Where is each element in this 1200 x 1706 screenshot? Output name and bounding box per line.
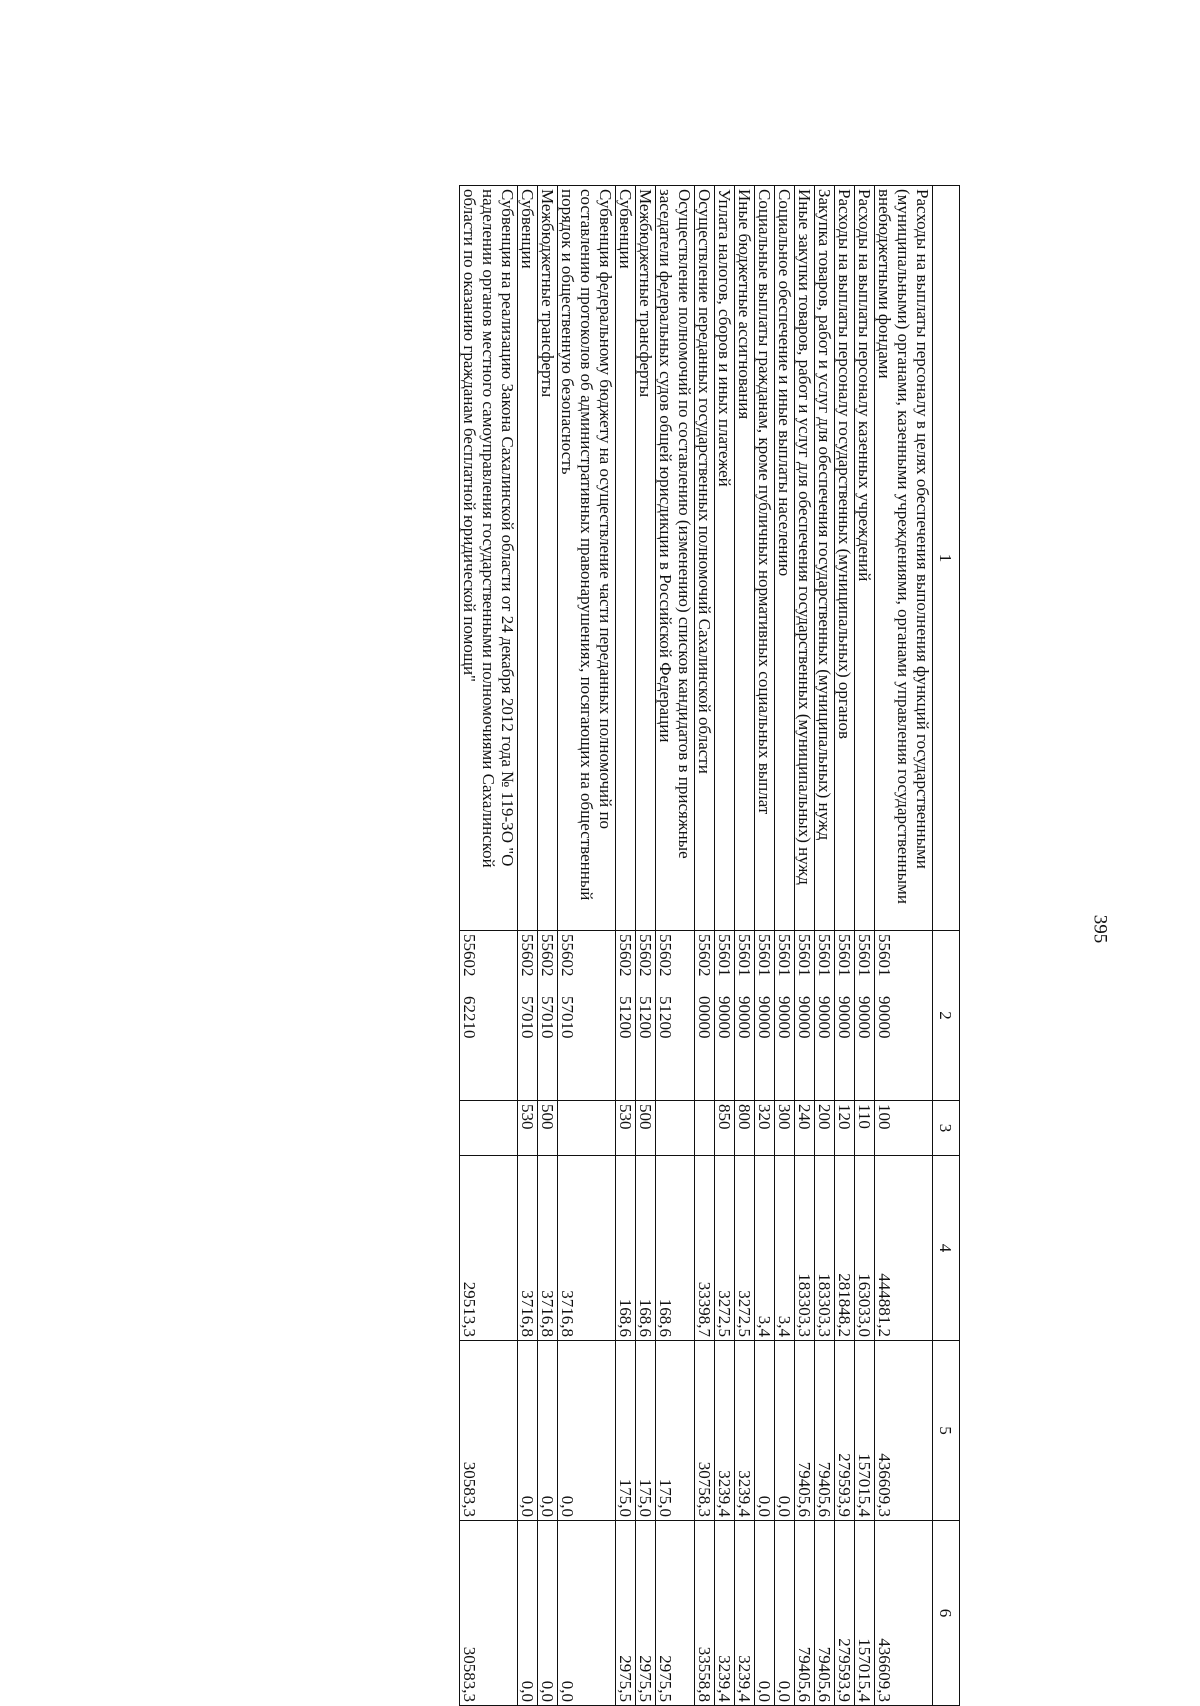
row-code: [518, 931, 538, 1101]
row-vr: 120: [835, 1101, 855, 1156]
row-name: Закупка товаров, работ и услуг для обеспечения государственных (муниципальных) нужд: [815, 186, 835, 931]
budget-table: [459, 185, 960, 1706]
code-part-b: 57010: [538, 996, 557, 1039]
table-row: [460, 186, 518, 1706]
table-row: [518, 186, 538, 1706]
header-col-2: 2: [933, 931, 960, 1101]
table-row: [616, 186, 636, 1706]
code-part-a: 55602: [558, 934, 577, 977]
row-value-5: 0,0: [775, 1341, 795, 1521]
row-name: Расходы на выплаты персоналу в целях обеспечения выполнения функций государственными (муниципальными) органами, казенными учреждениями, органами управления государственными внебюджетными фондами: [875, 186, 933, 931]
row-name: Осуществление полномочий по составлению (изменению) списков кандидатов в присяжные заседатели федеральных судов общей юрисдикции в Российской Федерации: [656, 186, 695, 931]
code-part-b: 90000: [875, 996, 894, 1039]
code-part-b: 90000: [795, 996, 814, 1039]
row-value-6: 30583,3: [460, 1521, 518, 1706]
row-name: Осуществление переданных государственных полномочий Сахалинской области: [695, 186, 715, 931]
code-part-b: 90000: [715, 996, 734, 1039]
code-part-b: 90000: [775, 996, 794, 1039]
table-frame: [80, 185, 960, 1705]
row-vr: 300: [775, 1101, 795, 1156]
table-row: [735, 186, 755, 1706]
row-vr: 530: [518, 1101, 538, 1156]
row-value-4: 183303,3: [795, 1156, 815, 1341]
row-value-6: 79405,6: [795, 1521, 815, 1706]
code-part-b: 57010: [518, 996, 537, 1039]
row-name: Социальное обеспечение и иные выплаты населению: [775, 186, 795, 931]
row-value-5: 175,0: [656, 1341, 695, 1521]
code-part-a: 55602: [538, 934, 557, 977]
row-code: [538, 931, 558, 1101]
row-name: Межбюджетные трансферты: [636, 186, 656, 931]
code-part-b: 57010: [558, 996, 577, 1039]
row-name: Расходы на выплаты персоналу государственных (муниципальных) органов: [835, 186, 855, 931]
code-part-b: 90000: [855, 996, 874, 1039]
row-name: Субвенция на реализацию Закона Сахалинской области от 24 декабря 2012 года № 119-ЗО "О наделении органов местного самоуправления государственными полномочиями Сахалинской области по оказанию гражданам бесплатной юридической помощи": [460, 186, 518, 931]
row-vr: [558, 1101, 616, 1156]
table-body: [460, 186, 933, 1706]
row-name: Субвенция федеральному бюджету на осуществление части переданных полномочий по составлению протоколов об административных правонарушениях, посягающих на общественный порядок и общественную безопасность: [558, 186, 616, 931]
row-value-6: 0,0: [558, 1521, 616, 1706]
code-part-a: 55601: [735, 934, 754, 977]
code-part-a: 55601: [755, 934, 774, 977]
table-row: [755, 186, 775, 1706]
row-code: [875, 931, 933, 1101]
row-value-4: 3716,8: [558, 1156, 616, 1341]
row-value-6: 0,0: [775, 1521, 795, 1706]
row-vr: 850: [715, 1101, 735, 1156]
row-vr: 110: [855, 1101, 875, 1156]
row-value-4: 281848,2: [835, 1156, 855, 1341]
code-part-b: 51200: [616, 996, 635, 1039]
row-code: [755, 931, 775, 1101]
row-value-5: 436609,3: [875, 1341, 933, 1521]
row-value-4: 168,6: [656, 1156, 695, 1341]
table-row: [875, 186, 933, 1706]
row-value-4: 3716,8: [518, 1156, 538, 1341]
code-part-b: 51200: [636, 996, 655, 1039]
code-part-a: 55602: [616, 934, 635, 977]
table-row: [835, 186, 855, 1706]
row-code: [558, 931, 616, 1101]
table-row: [636, 186, 656, 1706]
table-row: [558, 186, 616, 1706]
row-value-6: 0,0: [538, 1521, 558, 1706]
code-part-b: 90000: [835, 996, 854, 1039]
code-part-a: 55601: [715, 934, 734, 977]
header-col-6: 6: [933, 1521, 960, 1706]
row-code: [735, 931, 755, 1101]
table-row: [795, 186, 815, 1706]
row-code: [460, 931, 518, 1101]
row-value-4: 3272,5: [715, 1156, 735, 1341]
row-value-6: 3239,4: [735, 1521, 755, 1706]
table-row: [815, 186, 835, 1706]
row-value-6: 2975,5: [616, 1521, 636, 1706]
row-value-6: 279593,9: [835, 1521, 855, 1706]
row-value-5: 79405,6: [815, 1341, 835, 1521]
row-value-5: 279593,9: [835, 1341, 855, 1521]
row-code: [616, 931, 636, 1101]
row-name: Субвенции: [616, 186, 636, 931]
code-part-a: 55601: [815, 934, 834, 977]
code-part-b: 90000: [755, 996, 774, 1039]
row-code: [815, 931, 835, 1101]
row-name: Иные закупки товаров, работ и услуг для обеспечения государственных (муниципальных) нужд: [795, 186, 815, 931]
row-value-6: 436609,3: [875, 1521, 933, 1706]
row-value-6: 79405,6: [815, 1521, 835, 1706]
table-row: [695, 186, 715, 1706]
row-value-4: 168,6: [616, 1156, 636, 1341]
row-value-4: 3716,8: [538, 1156, 558, 1341]
row-vr: 530: [616, 1101, 636, 1156]
row-name: Расходы на выплаты персоналу казенных учреждений: [855, 186, 875, 931]
row-name: Социальные выплаты гражданам, кроме публичных нормативных социальных выплат: [755, 186, 775, 931]
row-value-5: 3239,4: [715, 1341, 735, 1521]
code-part-b: 00000: [695, 996, 714, 1039]
row-value-5: 30583,3: [460, 1341, 518, 1521]
row-vr: 240: [795, 1101, 815, 1156]
row-value-5: 30758,3: [695, 1341, 715, 1521]
code-part-a: 55602: [636, 934, 655, 977]
row-vr: 100: [875, 1101, 933, 1156]
row-value-5: 0,0: [755, 1341, 775, 1521]
page-number: 395: [1089, 914, 1111, 944]
table-row: [538, 186, 558, 1706]
row-code: [636, 931, 656, 1101]
row-code: [835, 931, 855, 1101]
header-col-1: 1: [933, 186, 960, 931]
row-value-4: 168,6: [636, 1156, 656, 1341]
row-code: [795, 931, 815, 1101]
code-part-a: 55601: [875, 934, 894, 977]
code-part-b: 90000: [815, 996, 834, 1039]
row-value-6: 157015,4: [855, 1521, 875, 1706]
row-name: Межбюджетные трансферты: [538, 186, 558, 931]
table-row: [775, 186, 795, 1706]
row-code: [695, 931, 715, 1101]
row-value-4: 3,4: [755, 1156, 775, 1341]
table-sheet: [80, 185, 960, 1705]
row-vr: 500: [636, 1101, 656, 1156]
row-value-6: 3239,4: [715, 1521, 735, 1706]
row-vr: [656, 1101, 695, 1156]
code-part-b: 51200: [656, 996, 675, 1039]
table-row: [715, 186, 735, 1706]
row-value-4: 3,4: [775, 1156, 795, 1341]
row-value-5: 79405,6: [795, 1341, 815, 1521]
row-vr: 800: [735, 1101, 755, 1156]
row-vr: 200: [815, 1101, 835, 1156]
header-col-3: 3: [933, 1101, 960, 1156]
code-part-a: 55601: [775, 934, 794, 977]
table-row: [855, 186, 875, 1706]
row-value-6: 33558,8: [695, 1521, 715, 1706]
row-value-5: 3239,4: [735, 1341, 755, 1521]
row-value-6: 0,0: [755, 1521, 775, 1706]
row-value-5: 0,0: [538, 1341, 558, 1521]
row-vr: [695, 1101, 715, 1156]
row-value-5: 0,0: [558, 1341, 616, 1521]
row-value-6: 0,0: [518, 1521, 538, 1706]
code-part-a: 55602: [460, 934, 479, 977]
row-value-4: 33398,7: [695, 1156, 715, 1341]
row-code: [656, 931, 695, 1101]
row-value-6: 2975,5: [636, 1521, 656, 1706]
row-value-5: 157015,4: [855, 1341, 875, 1521]
row-name: Субвенции: [518, 186, 538, 931]
table-row: [656, 186, 695, 1706]
row-value-6: 2975,5: [656, 1521, 695, 1706]
row-value-5: 175,0: [636, 1341, 656, 1521]
header-row: [933, 186, 960, 1706]
code-part-a: 55602: [695, 934, 714, 977]
row-value-4: 3272,5: [735, 1156, 755, 1341]
row-code: [775, 931, 795, 1101]
row-value-4: 163033,0: [855, 1156, 875, 1341]
code-part-a: 55601: [795, 934, 814, 977]
row-vr: [460, 1101, 518, 1156]
row-code: [715, 931, 735, 1101]
code-part-a: 55602: [656, 934, 675, 977]
row-name: Уплата налогов, сборов и иных платежей: [715, 186, 735, 931]
row-vr: 320: [755, 1101, 775, 1156]
header-col-4: 4: [933, 1156, 960, 1341]
row-value-4: 444881,2: [875, 1156, 933, 1341]
code-part-a: 55602: [518, 934, 537, 977]
row-value-4: 183303,3: [815, 1156, 835, 1341]
code-part-b: 62210: [460, 996, 479, 1039]
row-name: Иные бюджетные ассигнования: [735, 186, 755, 931]
row-value-4: 29513,3: [460, 1156, 518, 1341]
row-value-5: 0,0: [518, 1341, 538, 1521]
code-part-a: 55601: [855, 934, 874, 977]
header-col-5: 5: [933, 1341, 960, 1521]
row-vr: 500: [538, 1101, 558, 1156]
code-part-a: 55601: [835, 934, 854, 977]
row-value-5: 175,0: [616, 1341, 636, 1521]
row-code: [855, 931, 875, 1101]
code-part-b: 90000: [735, 996, 754, 1039]
